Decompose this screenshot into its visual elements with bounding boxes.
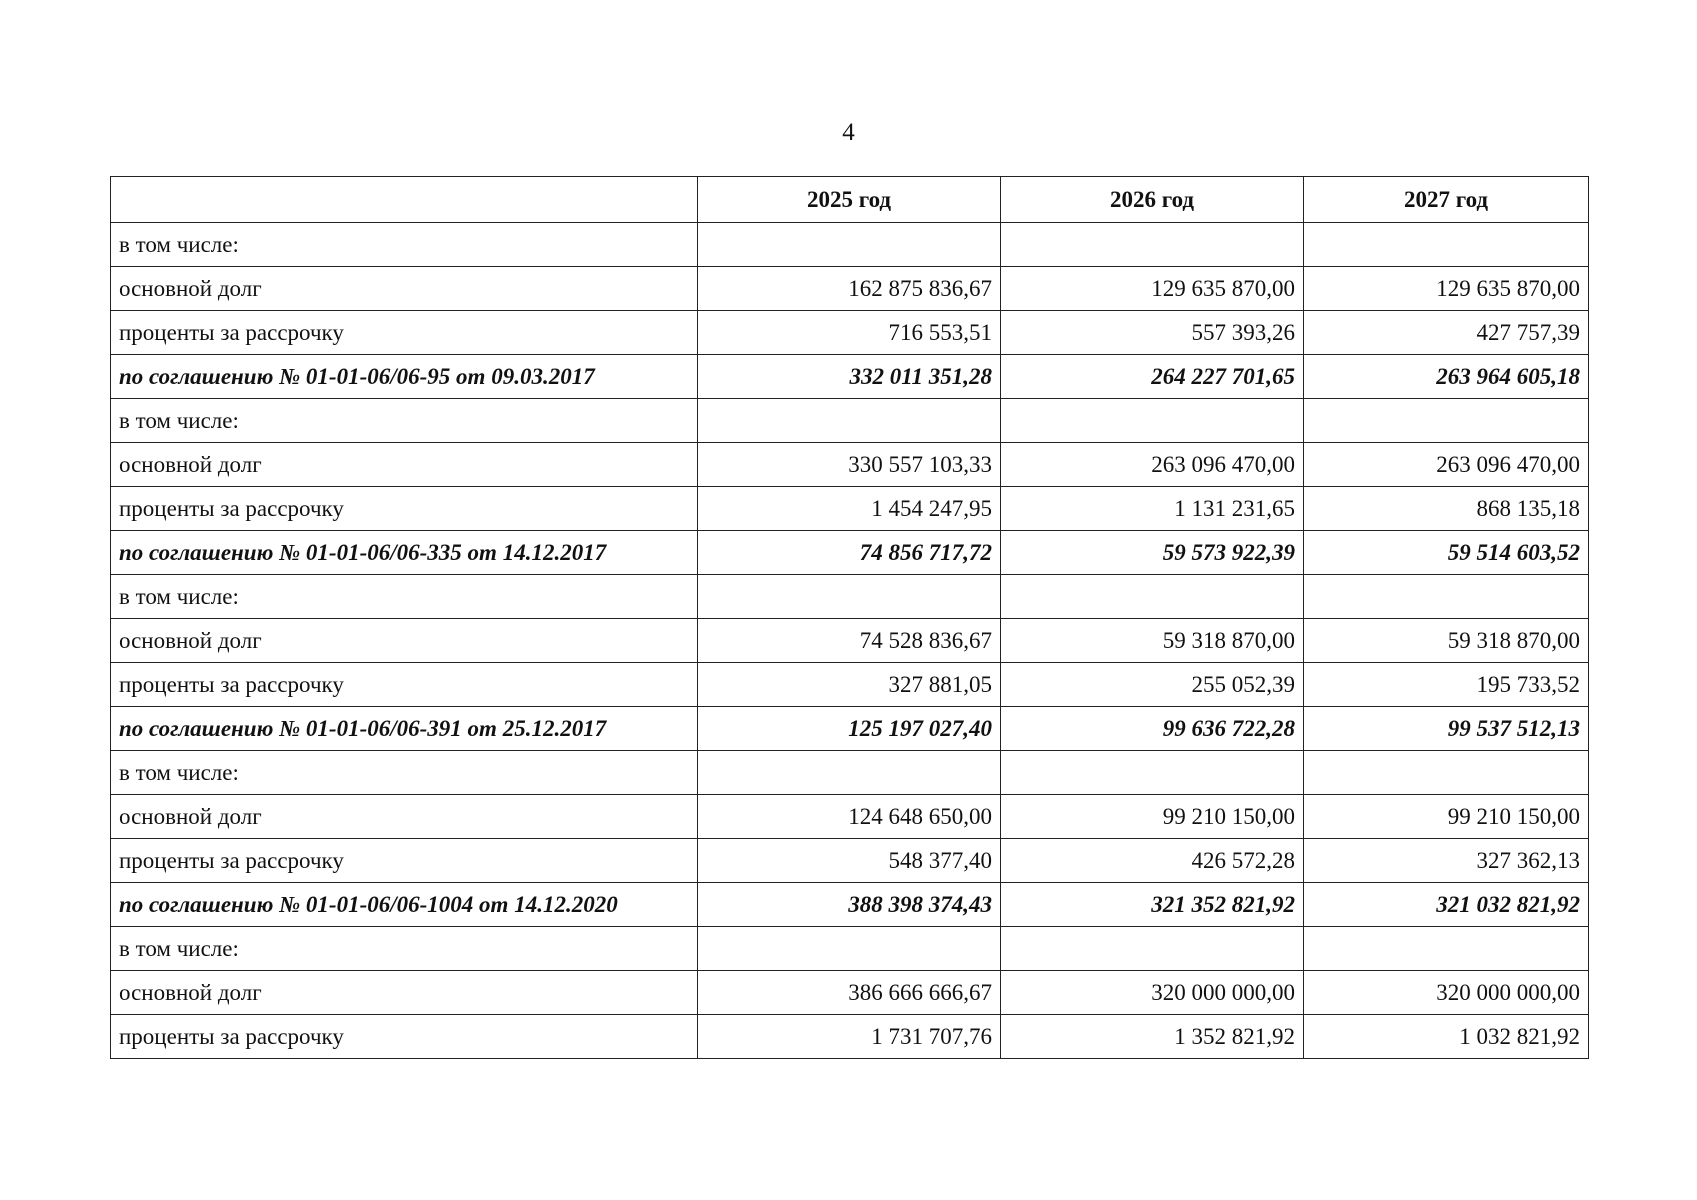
value-2026: 321 352 821,92 <box>1001 883 1304 927</box>
row-label: по соглашению № 01-01-06/06-95 от 09.03.2017 <box>111 355 698 399</box>
value-2026: 1 131 231,65 <box>1001 487 1304 531</box>
value-2026: 129 635 870,00 <box>1001 267 1304 311</box>
agreement-total-row <box>111 531 1589 575</box>
row-label: в том числе: <box>111 927 698 971</box>
value-2025: 548 377,40 <box>698 839 1001 883</box>
row-label: проценты за рассрочку <box>111 311 698 355</box>
header-year-2026: 2026 год <box>1001 177 1304 223</box>
value-2025 <box>698 223 1001 267</box>
value-2025: 1 454 247,95 <box>698 487 1001 531</box>
value-2027: 327 362,13 <box>1304 839 1589 883</box>
row-label: проценты за рассрочку <box>111 1015 698 1059</box>
row-label: проценты за рассрочку <box>111 839 698 883</box>
agreement-total-row <box>111 883 1589 927</box>
value-2027: 99 537 512,13 <box>1304 707 1589 751</box>
value-2027: 427 757,39 <box>1304 311 1589 355</box>
row-label: проценты за рассрочку <box>111 663 698 707</box>
table-row <box>111 663 1589 707</box>
value-2025 <box>698 751 1001 795</box>
row-label: основной долг <box>111 795 698 839</box>
value-2027: 59 318 870,00 <box>1304 619 1589 663</box>
table-row <box>111 267 1589 311</box>
value-2026: 264 227 701,65 <box>1001 355 1304 399</box>
value-2025: 162 875 836,67 <box>698 267 1001 311</box>
value-2025: 386 666 666,67 <box>698 971 1001 1015</box>
value-2025: 124 648 650,00 <box>698 795 1001 839</box>
page-number: 4 <box>842 119 855 146</box>
value-2025: 716 553,51 <box>698 311 1001 355</box>
table-row <box>111 1015 1589 1059</box>
value-2026 <box>1001 575 1304 619</box>
value-2026: 59 573 922,39 <box>1001 531 1304 575</box>
value-2027: 263 096 470,00 <box>1304 443 1589 487</box>
value-2026: 1 352 821,92 <box>1001 1015 1304 1059</box>
table-row <box>111 619 1589 663</box>
table-row <box>111 443 1589 487</box>
row-label: в том числе: <box>111 751 698 795</box>
value-2027 <box>1304 751 1589 795</box>
budget-table <box>110 176 1589 1059</box>
value-2027: 321 032 821,92 <box>1304 883 1589 927</box>
table-row <box>111 487 1589 531</box>
value-2025 <box>698 399 1001 443</box>
row-label: основной долг <box>111 443 698 487</box>
value-2025: 74 856 717,72 <box>698 531 1001 575</box>
subheading-row <box>111 575 1589 619</box>
value-2025 <box>698 927 1001 971</box>
value-2026: 99 636 722,28 <box>1001 707 1304 751</box>
value-2027: 1 032 821,92 <box>1304 1015 1589 1059</box>
value-2027 <box>1304 575 1589 619</box>
value-2027: 195 733,52 <box>1304 663 1589 707</box>
row-label: основной долг <box>111 619 698 663</box>
header-year-2027: 2027 год <box>1304 177 1589 223</box>
subheading-row <box>111 751 1589 795</box>
row-label: по соглашению № 01-01-06/06-1004 от 14.12.2020 <box>111 883 698 927</box>
value-2027: 59 514 603,52 <box>1304 531 1589 575</box>
value-2027 <box>1304 223 1589 267</box>
value-2026 <box>1001 223 1304 267</box>
table-body <box>111 223 1589 1059</box>
value-2026: 426 572,28 <box>1001 839 1304 883</box>
value-2027 <box>1304 927 1589 971</box>
value-2025: 327 881,05 <box>698 663 1001 707</box>
value-2027: 99 210 150,00 <box>1304 795 1589 839</box>
value-2027 <box>1304 399 1589 443</box>
value-2026: 59 318 870,00 <box>1001 619 1304 663</box>
agreement-total-row <box>111 707 1589 751</box>
row-label: по соглашению № 01-01-06/06-335 от 14.12.2017 <box>111 531 698 575</box>
row-label: в том числе: <box>111 575 698 619</box>
value-2025: 332 011 351,28 <box>698 355 1001 399</box>
value-2027: 129 635 870,00 <box>1304 267 1589 311</box>
table-row <box>111 311 1589 355</box>
header-label-cell <box>111 177 698 223</box>
row-label: по соглашению № 01-01-06/06-391 от 25.12.2017 <box>111 707 698 751</box>
row-label: основной долг <box>111 971 698 1015</box>
value-2027: 868 135,18 <box>1304 487 1589 531</box>
value-2026: 320 000 000,00 <box>1001 971 1304 1015</box>
value-2026 <box>1001 399 1304 443</box>
value-2025: 1 731 707,76 <box>698 1015 1001 1059</box>
value-2026: 255 052,39 <box>1001 663 1304 707</box>
row-label: проценты за рассрочку <box>111 487 698 531</box>
value-2026: 263 096 470,00 <box>1001 443 1304 487</box>
value-2025 <box>698 575 1001 619</box>
value-2027: 263 964 605,18 <box>1304 355 1589 399</box>
value-2026 <box>1001 927 1304 971</box>
table-row <box>111 971 1589 1015</box>
table-row <box>111 839 1589 883</box>
agreement-total-row <box>111 355 1589 399</box>
header-year-2025: 2025 год <box>698 177 1001 223</box>
subheading-row <box>111 927 1589 971</box>
value-2026: 557 393,26 <box>1001 311 1304 355</box>
value-2025: 388 398 374,43 <box>698 883 1001 927</box>
row-label: в том числе: <box>111 223 698 267</box>
value-2026 <box>1001 751 1304 795</box>
row-label: в том числе: <box>111 399 698 443</box>
value-2025: 330 557 103,33 <box>698 443 1001 487</box>
value-2025: 125 197 027,40 <box>698 707 1001 751</box>
row-label: основной долг <box>111 267 698 311</box>
table-header-row <box>111 177 1589 223</box>
value-2026: 99 210 150,00 <box>1001 795 1304 839</box>
subheading-row <box>111 399 1589 443</box>
value-2027: 320 000 000,00 <box>1304 971 1589 1015</box>
table-row <box>111 795 1589 839</box>
subheading-row <box>111 223 1589 267</box>
value-2025: 74 528 836,67 <box>698 619 1001 663</box>
